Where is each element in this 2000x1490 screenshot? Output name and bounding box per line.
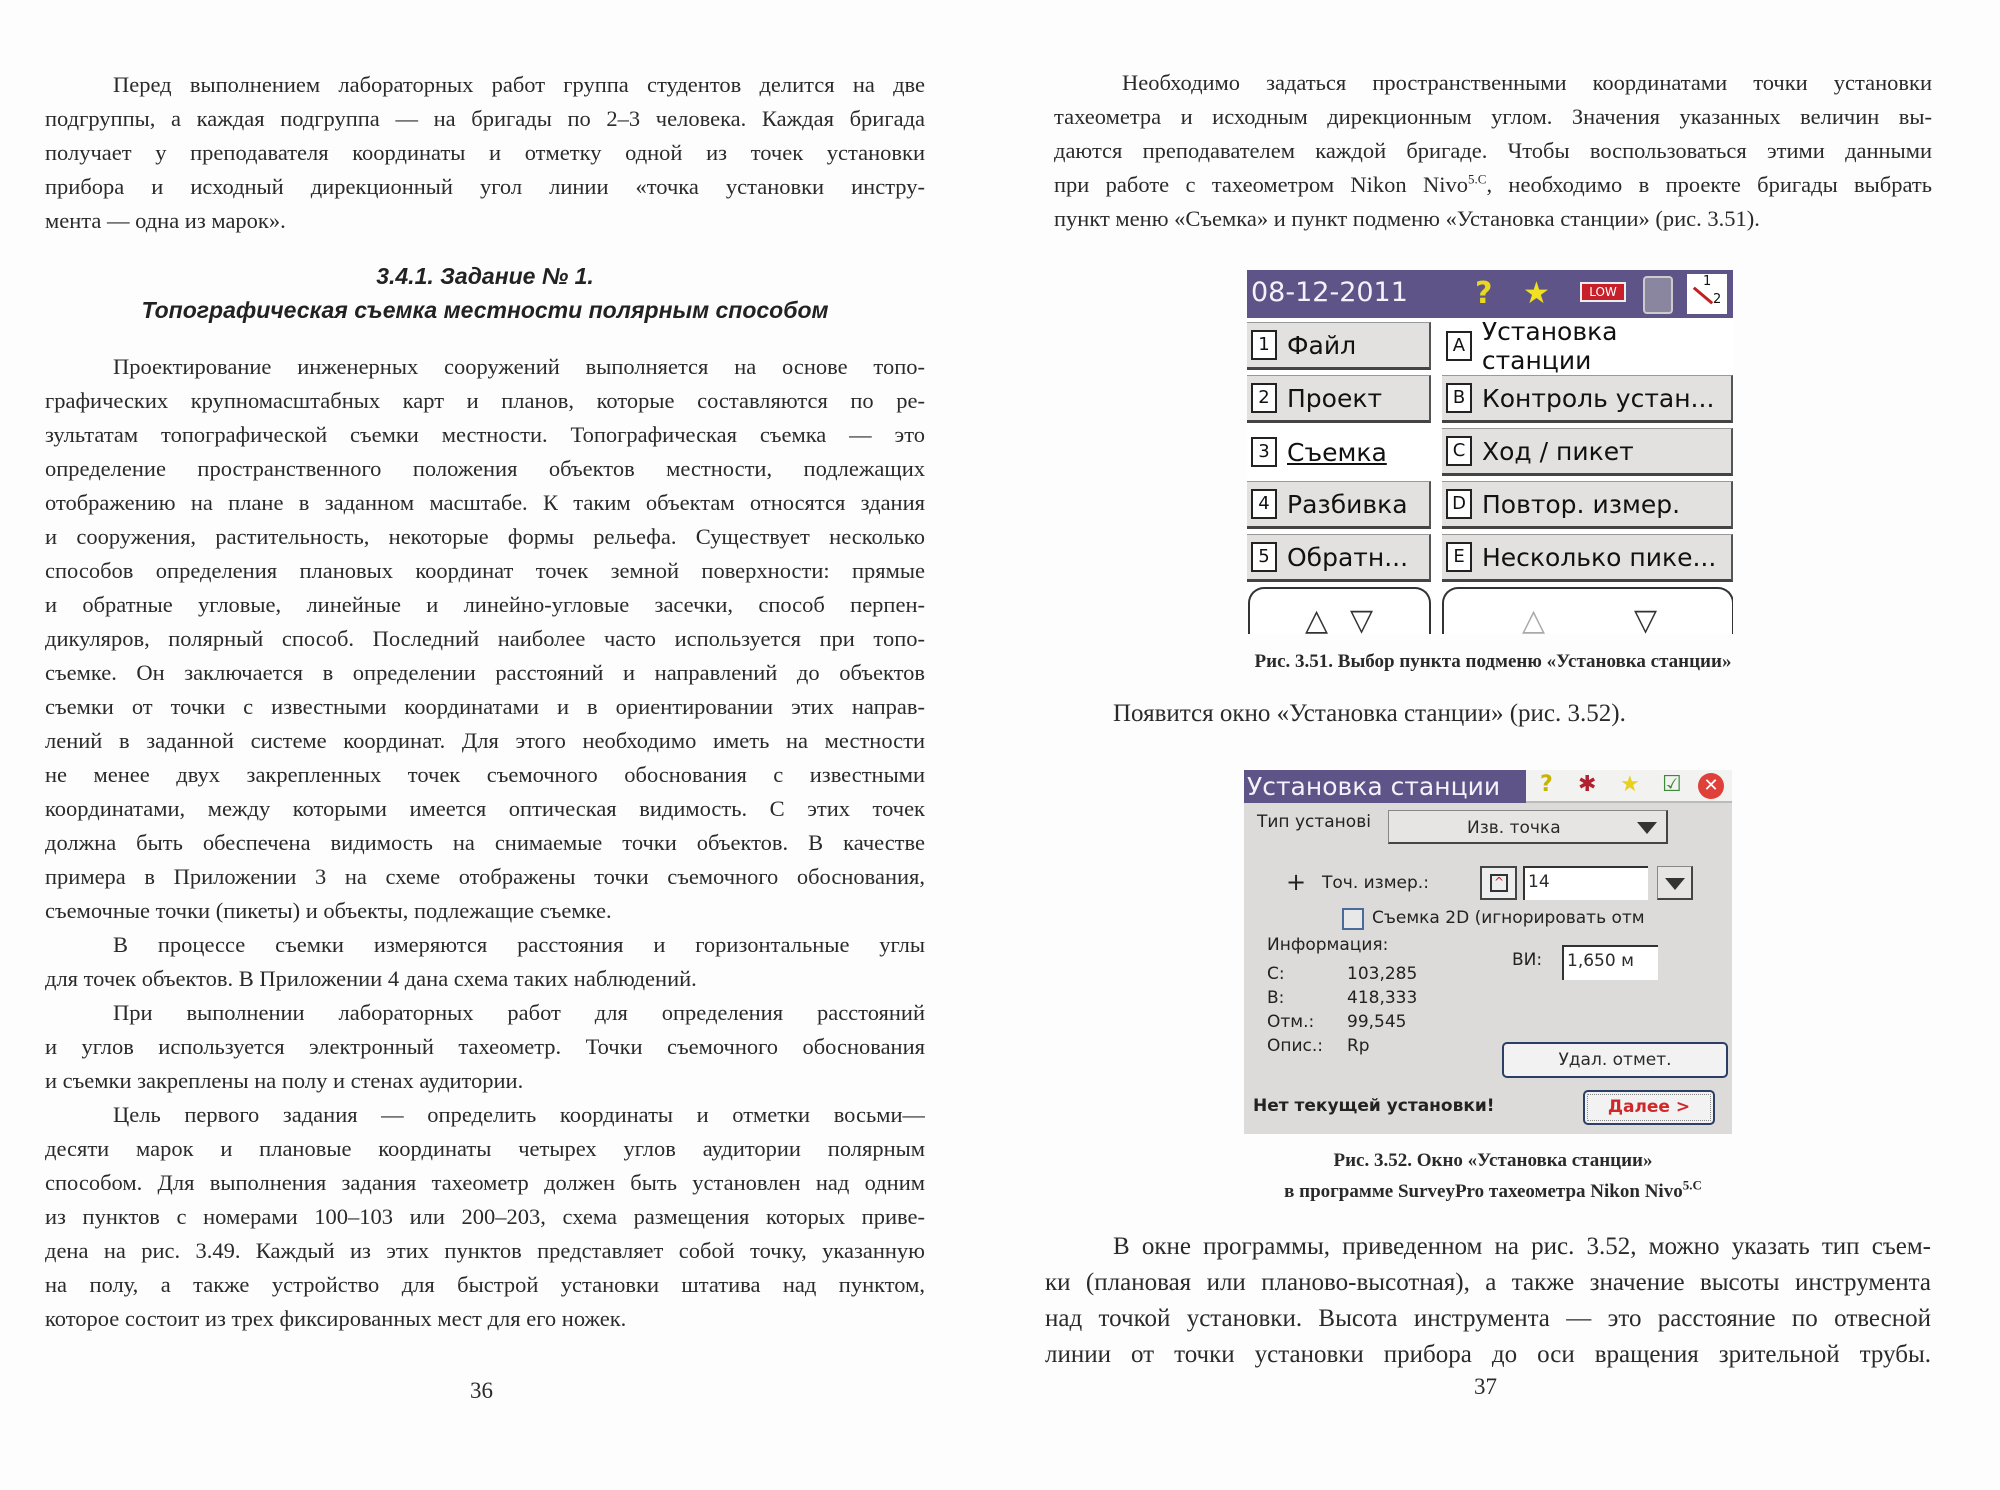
text-line: отображению на плане в заданном масштабе. К таким объектам относятся здания xyxy=(45,490,925,515)
info-key: Опис.: xyxy=(1267,1036,1324,1056)
menu-item-label: Контроль устан... xyxy=(1482,383,1715,413)
page-number-left: 36 xyxy=(470,1378,493,1403)
menu-item-файл[interactable] xyxy=(1247,322,1431,370)
menu-item-label: Повтор. измер. xyxy=(1482,489,1681,519)
mid-text: Появится окно «Установка станции» (рис. 3.52). xyxy=(1113,700,1626,727)
close-icon[interactable]: ✕ xyxy=(1698,773,1724,799)
text-line: которое состоит из трех фиксированных мест для его ножек. xyxy=(45,1306,627,1331)
menu-item-несколько-пике-[interactable] xyxy=(1442,534,1733,582)
text-line: дикуляров, полярный способ. Последний наиболее часто используется при топо- xyxy=(45,626,925,651)
hotkey-badge: C xyxy=(1446,436,1472,466)
right-scroll-pad xyxy=(1442,587,1733,634)
2d-survey-checkbox[interactable] xyxy=(1342,908,1364,930)
menu-item-ход-пикет[interactable] xyxy=(1442,428,1733,476)
plus-icon[interactable]: + xyxy=(1286,868,1307,896)
next-button[interactable]: Далее > xyxy=(1583,1090,1715,1125)
chevron-down-icon xyxy=(1665,878,1685,890)
text-line: съемочные точки (пикеты) и объекты, подлежащие съемке. xyxy=(45,898,612,923)
text-line: и съемки закреплены на полу и стенах аудитории. xyxy=(45,1068,524,1093)
text-line: координатами, между которыми имеется оптическая видимость. С этих точек xyxy=(45,796,925,821)
help-icon[interactable]: ? xyxy=(1475,276,1493,311)
title-bar xyxy=(1247,270,1733,318)
left-scroll-pad xyxy=(1248,587,1431,634)
star-icon[interactable]: ★ xyxy=(1620,772,1640,797)
figure-3-52-caption-line1: Рис. 3.52. Окно «Установка станции» xyxy=(1333,1150,1653,1171)
text-line: должна быть обеспечена видимость на снимаемые точки объектов. В качестве xyxy=(45,830,925,855)
menu-item-label: Файл xyxy=(1287,330,1357,360)
figure-3-51-caption: Рис. 3.51. Выбор пункта подменю «Установка станции» xyxy=(1254,651,1732,672)
info-value: 418,333 xyxy=(1347,988,1418,1008)
text-line: из пунктов с номерами 100–103 или 200–203, схема размещения которых приве- xyxy=(45,1204,925,1229)
menu-item-label: Разбивка xyxy=(1287,489,1408,519)
window-title: Установка станции xyxy=(1244,770,1526,803)
text-line: и углов используется электронный тахеометр. Точки съемочного обоснования xyxy=(45,1034,925,1059)
device-icon[interactable] xyxy=(1643,276,1673,314)
text-line: съемки от точки с известными координатами и в ориентировании этих направ- xyxy=(45,694,925,719)
paragraph xyxy=(45,1098,925,1336)
link-line xyxy=(1693,287,1713,305)
section-number: 3.4.1. Задание № 1. xyxy=(376,263,594,289)
hotkey-badge: 3 xyxy=(1251,437,1277,467)
help-icon[interactable]: ? xyxy=(1540,772,1553,797)
station-link-icon[interactable] xyxy=(1687,274,1727,314)
menu-item-обратн-[interactable] xyxy=(1247,534,1431,582)
hotkey-badge: 2 xyxy=(1251,383,1277,413)
text-line: Необходимо задаться пространственными координатами точки установки xyxy=(1122,70,1932,95)
hotkey-badge: A xyxy=(1446,331,1472,361)
text: , необходимо в проекте бригады выбрать xyxy=(1486,172,1932,197)
text-line: графических крупномасштабных карт и планов, которые составляются по ре- xyxy=(45,388,925,413)
star-icon[interactable]: ★ xyxy=(1523,276,1550,311)
menu-item-label: Проект xyxy=(1287,383,1383,413)
map-pick-button[interactable] xyxy=(1480,866,1517,900)
hotkey-badge: B xyxy=(1446,383,1472,413)
paragraph xyxy=(45,350,925,928)
menu-item-повтор-измер-[interactable] xyxy=(1442,481,1733,529)
text-line: зультатам топографической съемки местности. Топографическая съемка — это xyxy=(45,422,925,447)
text-line: десяти марок и плановые координаты четырех углов аудитории полярным xyxy=(45,1136,925,1161)
info-value: Rp xyxy=(1347,1036,1370,1056)
text: в программе SurveyPro тахеометра Nikon Nivo xyxy=(1284,1181,1683,1202)
text-line: примера в Приложении 3 на схеме отображены точки съемочного обоснования, xyxy=(45,864,925,889)
window-toolbar xyxy=(1526,770,1732,803)
text-line: способом. Для выполнения задания тахеометр должен быть установлен над одним xyxy=(45,1170,925,1195)
text-line: определение пространственного положения объектов местности, подлежащих xyxy=(45,456,925,481)
section-heading xyxy=(45,259,925,327)
scroll-up-icon[interactable]: △ xyxy=(1305,603,1329,634)
setup-type-label: Тип установі xyxy=(1257,812,1371,832)
text-line: При выполнении лабораторных работ для определения расстояний xyxy=(113,1000,925,1025)
text-line: подгруппы, а каждая подгруппа — на бригады по 2–3 человека. Каждая бригада xyxy=(45,106,925,131)
paragraph xyxy=(45,996,925,1098)
info-value: 103,285 xyxy=(1347,964,1418,984)
scroll-down-icon[interactable]: ▽ xyxy=(1634,603,1658,634)
menu-item-установка-станции[interactable] xyxy=(1442,317,1733,375)
menu-item-съемка[interactable] xyxy=(1247,428,1431,476)
text-line: Перед выполнением лабораторных работ группа студентов делится на две xyxy=(113,72,925,97)
menu-item-проект[interactable] xyxy=(1247,375,1431,423)
info-key: Отм.: xyxy=(1267,1012,1315,1032)
hotkey-badge: 1 xyxy=(1251,330,1277,360)
point-dropdown-button[interactable] xyxy=(1657,866,1693,900)
info-key: В: xyxy=(1267,988,1285,1008)
delete-elevation-button[interactable]: Удал. отмет. xyxy=(1502,1042,1728,1078)
point-label: Точ. измер.: xyxy=(1322,873,1429,893)
paragraph xyxy=(45,928,925,996)
folder-check-icon[interactable]: ☑ xyxy=(1662,772,1682,797)
figure-3-52-caption-line2 xyxy=(1054,1177,1932,1203)
label-1: 1 xyxy=(1703,274,1712,289)
text-line: В окне программы, приведенном на рис. 3.52, можно указать тип съем- xyxy=(1113,1233,1931,1260)
text-line: мента — одна из марок». xyxy=(45,208,286,233)
text-line: пункт меню «Съемка» и пункт подменю «Установка станции» (рис. 3.51). xyxy=(1054,206,1760,231)
label-2: 2 xyxy=(1713,292,1722,307)
text-line: прибора и исходный дирекционный угол линии «точка установки инстру- xyxy=(45,174,925,199)
menu-item-label: Съемка xyxy=(1287,437,1387,467)
text-line: съемке. Он заключается в определении расстояний и направлений до объектов xyxy=(45,660,925,685)
menu-item-label: Обратн... xyxy=(1287,542,1409,572)
info-label: Информация: xyxy=(1267,935,1389,955)
menu-item-label: Установка станции xyxy=(1481,317,1618,375)
superscript: 5.C xyxy=(1468,171,1487,187)
text-line: для точек объектов. В Приложении 4 дана схема таких наблюдений. xyxy=(45,966,697,991)
status-message: Нет текущей установки! xyxy=(1253,1096,1495,1116)
text-line: способов определения плановых координат точек земной поверхности: прямые xyxy=(45,558,925,583)
text-line: даются преподавателем каждой бригаде. Чтобы воспользоваться этими данными xyxy=(1054,138,1932,163)
page-number-right: 37 xyxy=(1474,1374,1497,1399)
text-line: и сооружения, растительность, некоторые формы рельефа. Существует несколько xyxy=(45,524,925,549)
date-label: 08-12-2011 xyxy=(1251,277,1408,308)
text-line: линии от точки установки прибора до оси вращения зрительной трубы. xyxy=(1045,1341,1931,1368)
text-line: не менее двух закрепленных точек съемочного обоснования с известными xyxy=(45,762,925,787)
menu-item-контроль-устан-[interactable] xyxy=(1442,375,1733,423)
laser-icon[interactable]: ✱ xyxy=(1578,772,1597,797)
text-line: В процессе съемки измеряются расстояния и горизонтальные углы xyxy=(113,932,925,957)
text-line: Цель первого задания — определить координаты и отметки восьми— xyxy=(113,1102,925,1127)
hotkey-badge: D xyxy=(1446,489,1472,519)
battery-low-icon: LOW xyxy=(1580,282,1626,302)
hotkey-badge: 5 xyxy=(1251,542,1277,572)
text-line: лений в заданной системе координат. Для этого необходимо иметь на местности xyxy=(45,728,925,753)
text-line: на полу, а также устройство для быстрой установки штатива над пунктом, xyxy=(45,1272,925,1297)
hotkey-badge: E xyxy=(1446,542,1472,572)
text-line: Проектирование инженерных сооружений выполняется на основе топо- xyxy=(113,354,925,379)
left-page-body xyxy=(45,350,925,1336)
2d-survey-label: Съемка 2D (игнорировать отм xyxy=(1372,908,1645,928)
section-title: Топографическая съемка местности полярным способом xyxy=(141,297,829,323)
left-page-intro-paragraph xyxy=(45,68,925,238)
menu-item-label: Ход / пикет xyxy=(1482,436,1634,466)
figure-3-51-menu-screenshot xyxy=(1247,270,1733,634)
info-key: С: xyxy=(1267,964,1285,984)
hotkey-badge: 4 xyxy=(1251,489,1277,519)
scroll-down-icon[interactable]: ▽ xyxy=(1350,603,1374,634)
right-page-outro-paragraph xyxy=(1045,1229,1931,1373)
right-page-intro-paragraph xyxy=(1054,66,1932,236)
menu-item-label: Несколько пике... xyxy=(1482,542,1717,572)
text: при работе с тахеометром Nikon Nivo xyxy=(1054,172,1469,197)
info-value: 99,545 xyxy=(1347,1012,1407,1032)
text-line xyxy=(1054,168,1932,202)
instrument-height-input[interactable]: 1,650 м xyxy=(1562,945,1658,980)
menu-item-разбивка[interactable] xyxy=(1247,481,1431,529)
text-line: тахеометра и исходным дирекционным углом. Значения указанных величин вы- xyxy=(1054,104,1932,129)
text-line: над точкой установки. Высота инструмента — это расстояние по отвесной xyxy=(1045,1305,1931,1332)
scroll-up-icon[interactable]: △ xyxy=(1522,603,1546,634)
points-icon: ^ xyxy=(1490,874,1508,892)
superscript: 5.C xyxy=(1682,1177,1702,1193)
intro-lines xyxy=(1054,66,1932,168)
chevron-down-icon xyxy=(1637,822,1657,834)
text-line: получает у преподавателя координаты и отметку одной из точек установки xyxy=(45,140,925,165)
text-line: дена на рис. 3.49. Каждый из этих пунктов представляет собой точку, указанную xyxy=(45,1238,925,1263)
setup-type-dropdown[interactable] xyxy=(1388,810,1668,844)
instrument-height-label: ВИ: xyxy=(1512,950,1543,970)
selected-value: Изв. точка xyxy=(1467,818,1561,838)
point-input[interactable]: 14 xyxy=(1523,866,1648,900)
text-line: ки (плановая или планово-высотная), а также значение высоты инструмента xyxy=(1045,1269,1931,1296)
text-line: и обратные угловые, линейные и линейно-угловые засечки, способ перпен- xyxy=(45,592,925,617)
figure-3-52-station-setup-window xyxy=(1244,770,1732,1134)
